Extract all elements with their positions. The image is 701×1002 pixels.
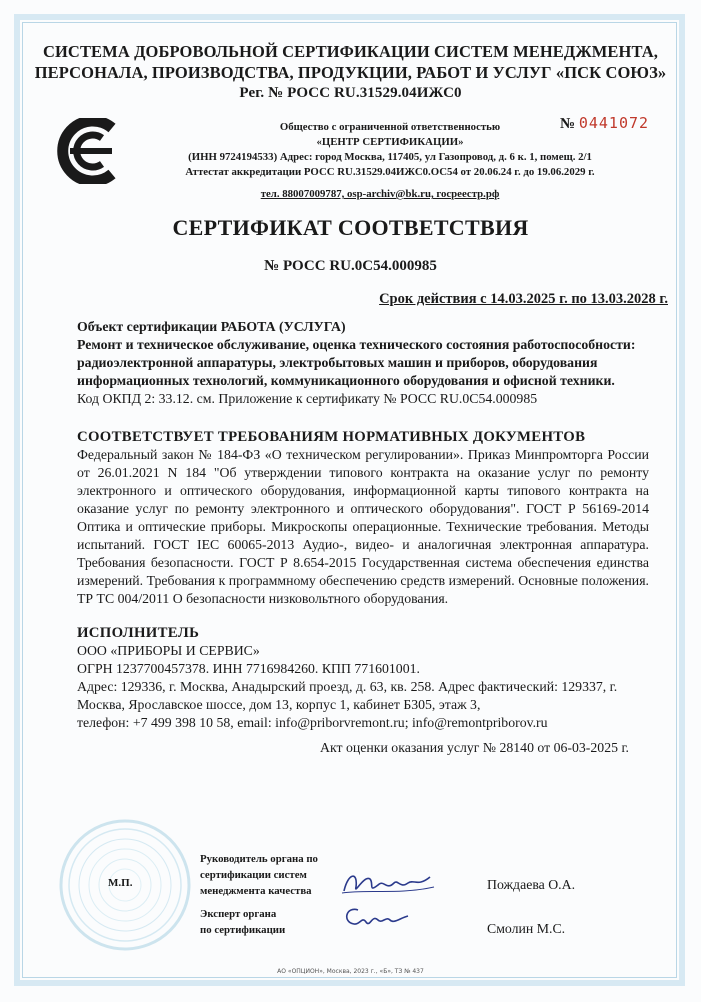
expert-label-line: Эксперт органа (200, 908, 277, 920)
system-title-line1: СИСТЕМА ДОБРОВОЛЬНОЙ СЕРТИФИКАЦИИ СИСТЕМ МЕНЕДЖМЕНТА, (42, 42, 658, 61)
head-signature-icon (338, 865, 438, 901)
validity-period: Срок действия с 14.03.2025 г. по 13.03.2028 г. (379, 291, 668, 307)
okpd-code: Код ОКПД 2: 33.12. см. Приложение к сертификату № РОСС RU.0С54.000985 (77, 391, 538, 406)
expert-signature-icon (338, 902, 418, 934)
certification-object (77, 318, 649, 408)
requirements-section (77, 428, 649, 608)
executor-heading: ИСПОЛНИТЕЛЬ (77, 625, 200, 641)
expert-label-line: по сертификации (200, 924, 286, 936)
serial-label: № (560, 116, 576, 132)
requirements-text: Федеральный закон № 184-ФЗ «О техническом регулировании». Приказ Минпромторга России от 26.01.2021 N 184 "Об утверждении типового контракта на оказание услуг по ремонту электронного и оптического оборудования, информационной карты типового контракта на оказание услуг по ремонту электронного и оптического оборудования". ГОСТ Р 56169-2014 Оптика и оптические приборы. Микроскопы операционные. Технические требования. Методы испытаний. ГОСТ IEC 60065-2013 Аудио-, видео- и аналогичная электронная аппаратура. Требования безопасности. ГОСТ Р 8.654-2015 Государственная система обеспечения единства измерений. Требования к программному обеспечению средств измерений. Основные положения. ТР ТС 004/2011 О безопасности низковольтного оборудования. (77, 447, 649, 606)
system-title-line2: ПЕРСОНАЛА, ПРОИЗВОДСТВА, ПРОДУКЦИИ, РАБОТ И УСЛУГ «ПСК СОЮЗ» (34, 63, 667, 82)
org-address: (ИНН 9724194533) Адрес: город Москва, 117405, ул Газопровод, д. 6 к. 1, помещ. 2/1 (188, 151, 592, 163)
head-signatory-label (200, 851, 318, 899)
executor-name: ООО «ПРИБОРЫ И СЕРВИС» (77, 643, 260, 658)
requirements-heading: СООТВЕТСТВУЕТ ТРЕБОВАНИЯМ НОРМАТИВНЫХ ДОКУМЕНТОВ (77, 429, 586, 445)
org-type: Общество с ограниченной ответственностью (279, 121, 501, 133)
certification-logo-icon (50, 118, 126, 184)
expert-signatory-label (200, 906, 285, 938)
org-contacts: тел. 88007009787, osp-archiv@bk.ru, госреестр.рф (260, 188, 500, 200)
serial-number: 0441072 (578, 114, 650, 132)
expert-signatory-name: Смолин М.С. (487, 921, 566, 936)
executor-contacts: телефон: +7 499 398 10 58, email: info@priborvremont.ru; info@remontpriborov.ru (77, 715, 548, 730)
head-signatory-name: Пождаева О.А. (487, 877, 576, 892)
head-label-line: сертификации систем (200, 869, 307, 881)
registration-number: Рег. № РОСС RU.31529.04ИЖС0 (239, 85, 462, 101)
org-name: «ЦЕНТР СЕРТИФИКАЦИИ» (316, 136, 464, 148)
head-label-line: менеджмента качества (200, 885, 312, 897)
stamp-place-label: М.П. (108, 877, 133, 889)
head-label-line: Руководитель органа по (200, 853, 318, 865)
object-heading: Объект сертификации РАБОТА (УСЛУГА) (77, 319, 346, 334)
executor-section (77, 624, 649, 732)
assessment-act: Акт оценки оказания услуг № 28140 от 06-03-2025 г. (320, 740, 629, 755)
object-description: Ремонт и техническое обслуживание, оценка технического состояния работоспособности: радиоэлектронной аппаратуры, электробытовых машин и приборов, оборудования информационных технологий, коммуникационного оборудования и офисной техники. (77, 337, 636, 388)
certificate-number: № РОСС RU.0С54.000985 (264, 258, 437, 274)
org-accreditation: Аттестат аккредитации РОСС RU.31529.04ИЖС0.ОС54 от 20.06.24 г. до 19.06.2029 г. (185, 166, 595, 178)
form-serial (560, 114, 649, 133)
printer-imprint: АО «ОПЦИОН», Москва, 2023 г., «Б», ТЗ № 437 (277, 968, 424, 975)
executor-ids: ОГРН 1237700457378. ИНН 7716984260. КПП 771601001. (77, 661, 420, 676)
executor-address: Адрес: 129336, г. Москва, Анадырский проезд, д. 63, кв. 258. Адрес фактический: 129337, г. Москва, Ярославское шоссе, дом 13, корпус 1, кабинет Б305, этаж 3, (77, 679, 618, 712)
certificate-title: СЕРТИФИКАТ СООТВЕТСТВИЯ (172, 215, 529, 240)
